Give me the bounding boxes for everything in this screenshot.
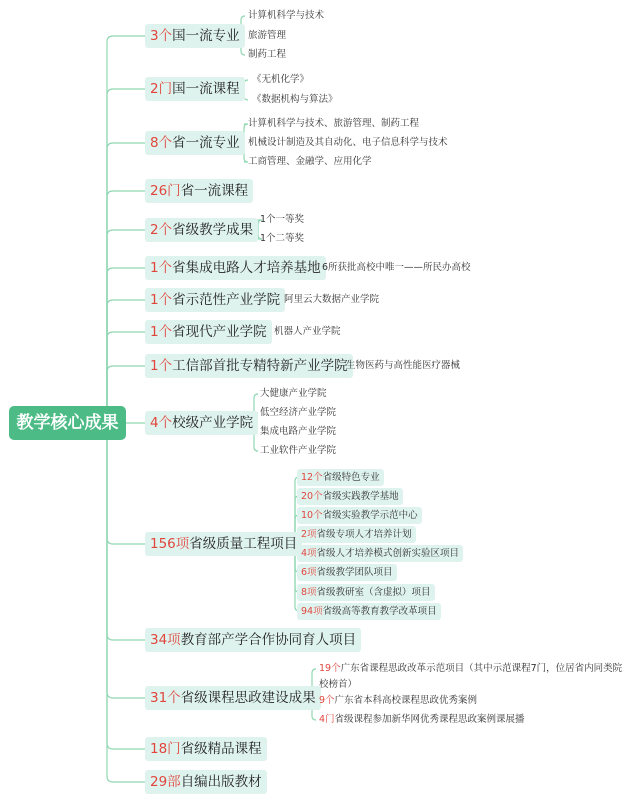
branch-node[interactable]	[145, 628, 361, 652]
leaf-item: 计算机科学与技术	[248, 10, 325, 21]
leaf-item: 1个二等奖	[260, 233, 305, 244]
branch-connector	[107, 423, 145, 544]
branch-count: 31个	[150, 690, 181, 706]
sub-item	[297, 507, 422, 524]
branch-node[interactable]	[145, 411, 258, 435]
sub-count: 4门	[319, 714, 335, 725]
sub-label: 省级课程参加新华网优秀课程思政案例课展播	[334, 714, 525, 725]
branch-label: 校级产业学院	[172, 415, 254, 431]
branch-connector	[107, 423, 145, 698]
leaf-item: 工业软件产业学院	[260, 445, 337, 456]
branch-node[interactable]	[145, 770, 267, 794]
branch-node[interactable]	[145, 256, 326, 280]
branch-node[interactable]	[145, 686, 321, 710]
sub-item	[297, 564, 397, 581]
branch-node[interactable]	[145, 218, 258, 242]
root-node[interactable]	[9, 406, 126, 440]
branch-node[interactable]	[145, 179, 253, 203]
branch-node[interactable]	[145, 320, 272, 344]
sub-label: 省级特色专业	[322, 472, 380, 483]
sub-item	[297, 526, 416, 543]
sub-label: 省级实践教学基地	[322, 491, 399, 502]
leaf-item: 集成电路产业学院	[260, 426, 337, 437]
sub-count: 20个	[301, 491, 323, 502]
sub-item	[297, 584, 435, 601]
branch-count: 3个	[150, 28, 173, 44]
branch-connector	[107, 423, 145, 782]
branch-count: 2门	[150, 81, 173, 97]
sub-label: 省级教研室（含虚拟）项目	[316, 587, 431, 598]
sub-label-continued: 校榜首）	[319, 679, 358, 690]
branch-node[interactable]	[145, 737, 267, 761]
leaf-item: 《数据机构与算法》	[252, 94, 338, 105]
leaf-item: 工商管理、金融学、应用化学	[248, 156, 372, 167]
branch-label: 省集成电路人才培养基地	[172, 260, 321, 276]
sub-item	[297, 545, 463, 562]
sub-item	[297, 488, 403, 505]
sub-count: 2项	[301, 529, 317, 540]
leaf-item: 计算机科学与技术、旅游管理、制药工程	[248, 118, 420, 129]
branch-count: 2个	[150, 222, 173, 238]
sub-label: 省级实验教学示范中心	[322, 510, 418, 521]
sub-label: 省级人才培养模式创新实验区项目	[316, 548, 460, 559]
leaf-item: 低空经济产业学院	[260, 407, 337, 418]
sub-label: 广东省本科高校课程思政优秀案例	[334, 695, 478, 706]
sub-count: 9个	[319, 695, 335, 706]
branch-connector	[107, 423, 145, 749]
sub-count: 12个	[301, 472, 323, 483]
branch-label: 省一流课程	[180, 183, 249, 199]
sub-item	[319, 662, 622, 676]
branch-label: 省级质量工程项目	[189, 536, 298, 552]
branch-label: 自编出版教材	[180, 774, 262, 790]
root-label: 教学核心成果	[16, 413, 119, 433]
branch-count: 34项	[150, 632, 181, 648]
sub-count: 10个	[301, 510, 323, 521]
branch-connector	[107, 191, 145, 423]
branch-count: 1个	[150, 358, 173, 374]
branch-node[interactable]	[145, 288, 285, 312]
sub-count: 6项	[301, 567, 317, 578]
sub-label: 省级高等教育教学改革项目	[322, 606, 437, 617]
leaf-item: 机械设计制造及其自动化、电子信息科学与技术	[248, 137, 448, 148]
sub-count: 19个	[319, 663, 341, 674]
leaf-item: 制药工程	[248, 49, 287, 60]
branch-connector	[107, 423, 145, 640]
branch-connector	[107, 230, 145, 423]
branch-count: 156项	[150, 536, 190, 552]
leaf-connector	[244, 80, 248, 89]
branch-label: 省级课程思政建设成果	[180, 690, 316, 706]
leaf-item: 6所获批高校中唯一——所民办高校	[322, 262, 471, 273]
sub-count: 4项	[301, 548, 317, 559]
branch-count: 26门	[150, 183, 181, 199]
branch-label: 省现代产业学院	[172, 324, 267, 340]
leaf-item: 生物医药与高性能医疗器械	[346, 360, 461, 371]
sub-item	[319, 694, 477, 708]
branch-label: 工信部首批专精特新产业学院	[172, 358, 348, 374]
leaf-item: 《无机化学》	[252, 74, 310, 85]
leaf-item: 旅游管理	[248, 30, 287, 41]
branch-label: 国一流专业	[172, 28, 240, 44]
branch-label: 省级教学成果	[172, 222, 254, 238]
branch-node[interactable]	[145, 131, 245, 155]
branch-count: 4个	[150, 415, 173, 431]
leaf-connector	[244, 89, 248, 100]
branch-connector	[107, 268, 145, 423]
sub-item	[297, 469, 384, 486]
branch-count: 8个	[150, 135, 173, 151]
branch-label: 国一流课程	[172, 81, 240, 97]
leaf-item: 大健康产业学院	[260, 388, 327, 399]
branch-node[interactable]	[145, 354, 353, 378]
branch-connector	[107, 89, 145, 423]
branch-node[interactable]	[145, 532, 302, 556]
branch-label: 省一流专业	[172, 135, 240, 151]
branch-count: 18门	[150, 741, 181, 757]
sub-label: 省级教学团队项目	[316, 567, 393, 578]
branch-label: 省级精品课程	[180, 741, 262, 757]
branch-node[interactable]	[145, 24, 245, 48]
sub-label: 省级专项人才培养计划	[316, 529, 412, 540]
branch-node[interactable]	[145, 77, 245, 101]
branch-label: 省示范性产业学院	[172, 292, 281, 308]
sub-item	[297, 603, 441, 620]
branch-count: 1个	[150, 324, 173, 340]
sub-label: 广东省课程思政改革示范项目（其中示范课程7门，位居省内同类院	[340, 663, 623, 674]
branch-connector	[107, 143, 145, 423]
sub-item	[319, 713, 525, 727]
branch-label: 教育部产学合作协同育人项目	[180, 632, 357, 648]
leaf-item: 机器人产业学院	[274, 326, 341, 337]
sub-count: 8项	[301, 587, 317, 598]
leaf-item: 1个一等奖	[260, 214, 305, 225]
branch-count: 29部	[150, 774, 181, 790]
branch-count: 1个	[150, 260, 173, 276]
branch-count: 1个	[150, 292, 173, 308]
leaf-item: 阿里云大数据产业学院	[284, 294, 380, 305]
branch-connector	[107, 300, 145, 423]
sub-count: 94项	[301, 606, 323, 617]
